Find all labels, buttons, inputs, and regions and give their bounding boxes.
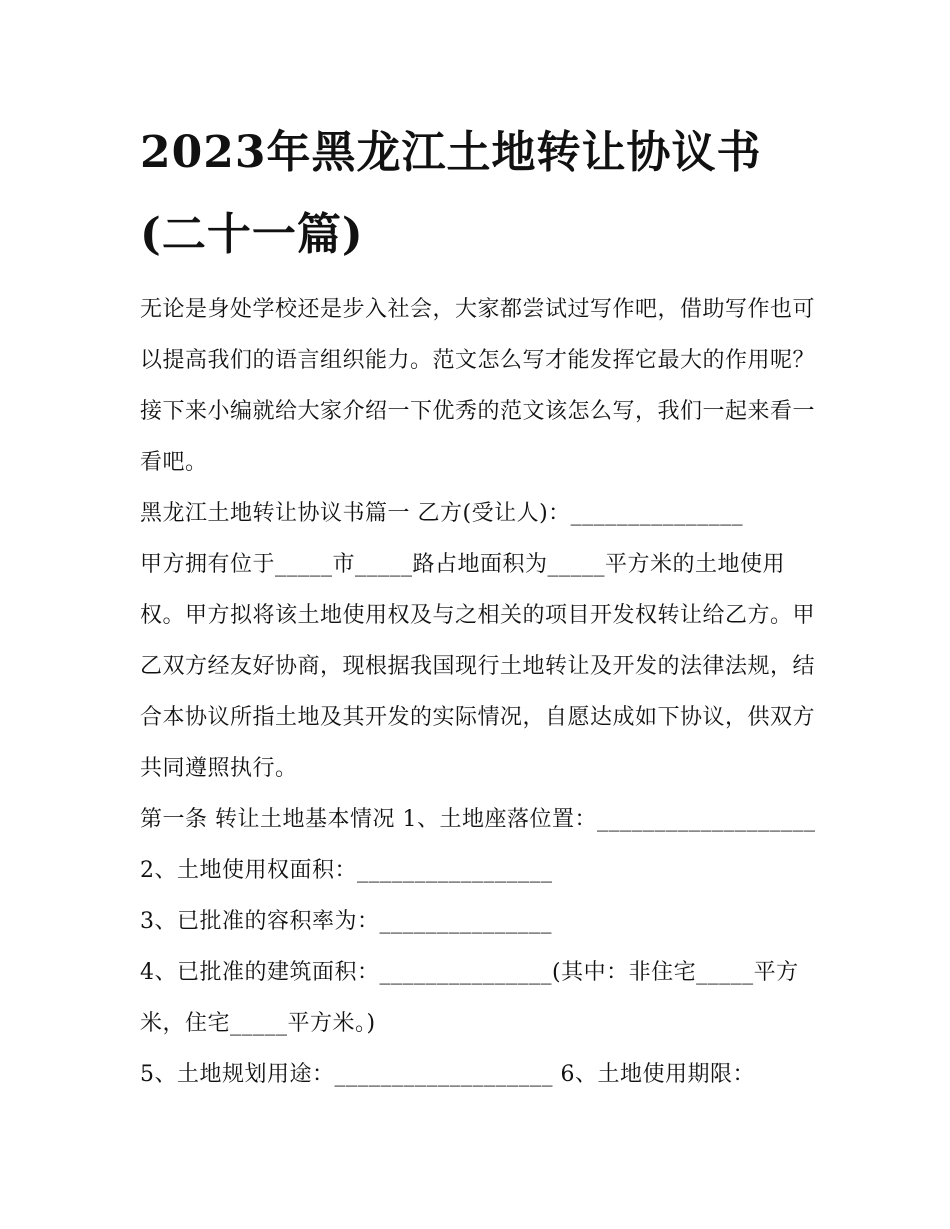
document-page — [140, 112, 823, 1100]
agreement-preamble: 甲方拥有位于_____市_____路占地面积为_____平方米的土地使用权。甲方拟将该土地使用权及与之相关的项目开发权转让给乙方。甲乙双方经友好协商，现根据我国现行土地转让及开发的法律法规，结合本协议所指土地及其开发的实际情况，自愿达成如下协议，供双方共同遵照执行。 — [140, 552, 816, 781]
clause-land-use: 5、土地规划用途：___________________ 6、土地使用期限： — [140, 1062, 755, 1087]
clause-building-area: 4、已批准的建筑面积：_______________(其中：非住宅_____平方米，住宅_____平方米。) — [140, 960, 799, 1036]
clause-plot-ratio: 3、已批准的容积率为：_______________ — [140, 909, 552, 934]
section-heading-transferee: 黑龙江土地转让协议书篇一 乙方(受让人)：_______________ — [140, 501, 744, 526]
intro-paragraph: 无论是身处学校还是步入社会，大家都尝试过写作吧，借助写作也可以提高我们的语言组织能力。范文怎么写才能发挥它最大的作用呢？接下来小编就给大家介绍一下优秀的范文该怎么写，我们一起来看一看吧。 — [140, 297, 816, 475]
document-title: 2023年黑龙江土地转让协议书(二十一篇) — [140, 127, 762, 260]
clause-1-land-location: 第一条 转让土地基本情况 1、土地座落位置：___________________ 2、土地使用权面积：_________________ — [140, 807, 823, 883]
